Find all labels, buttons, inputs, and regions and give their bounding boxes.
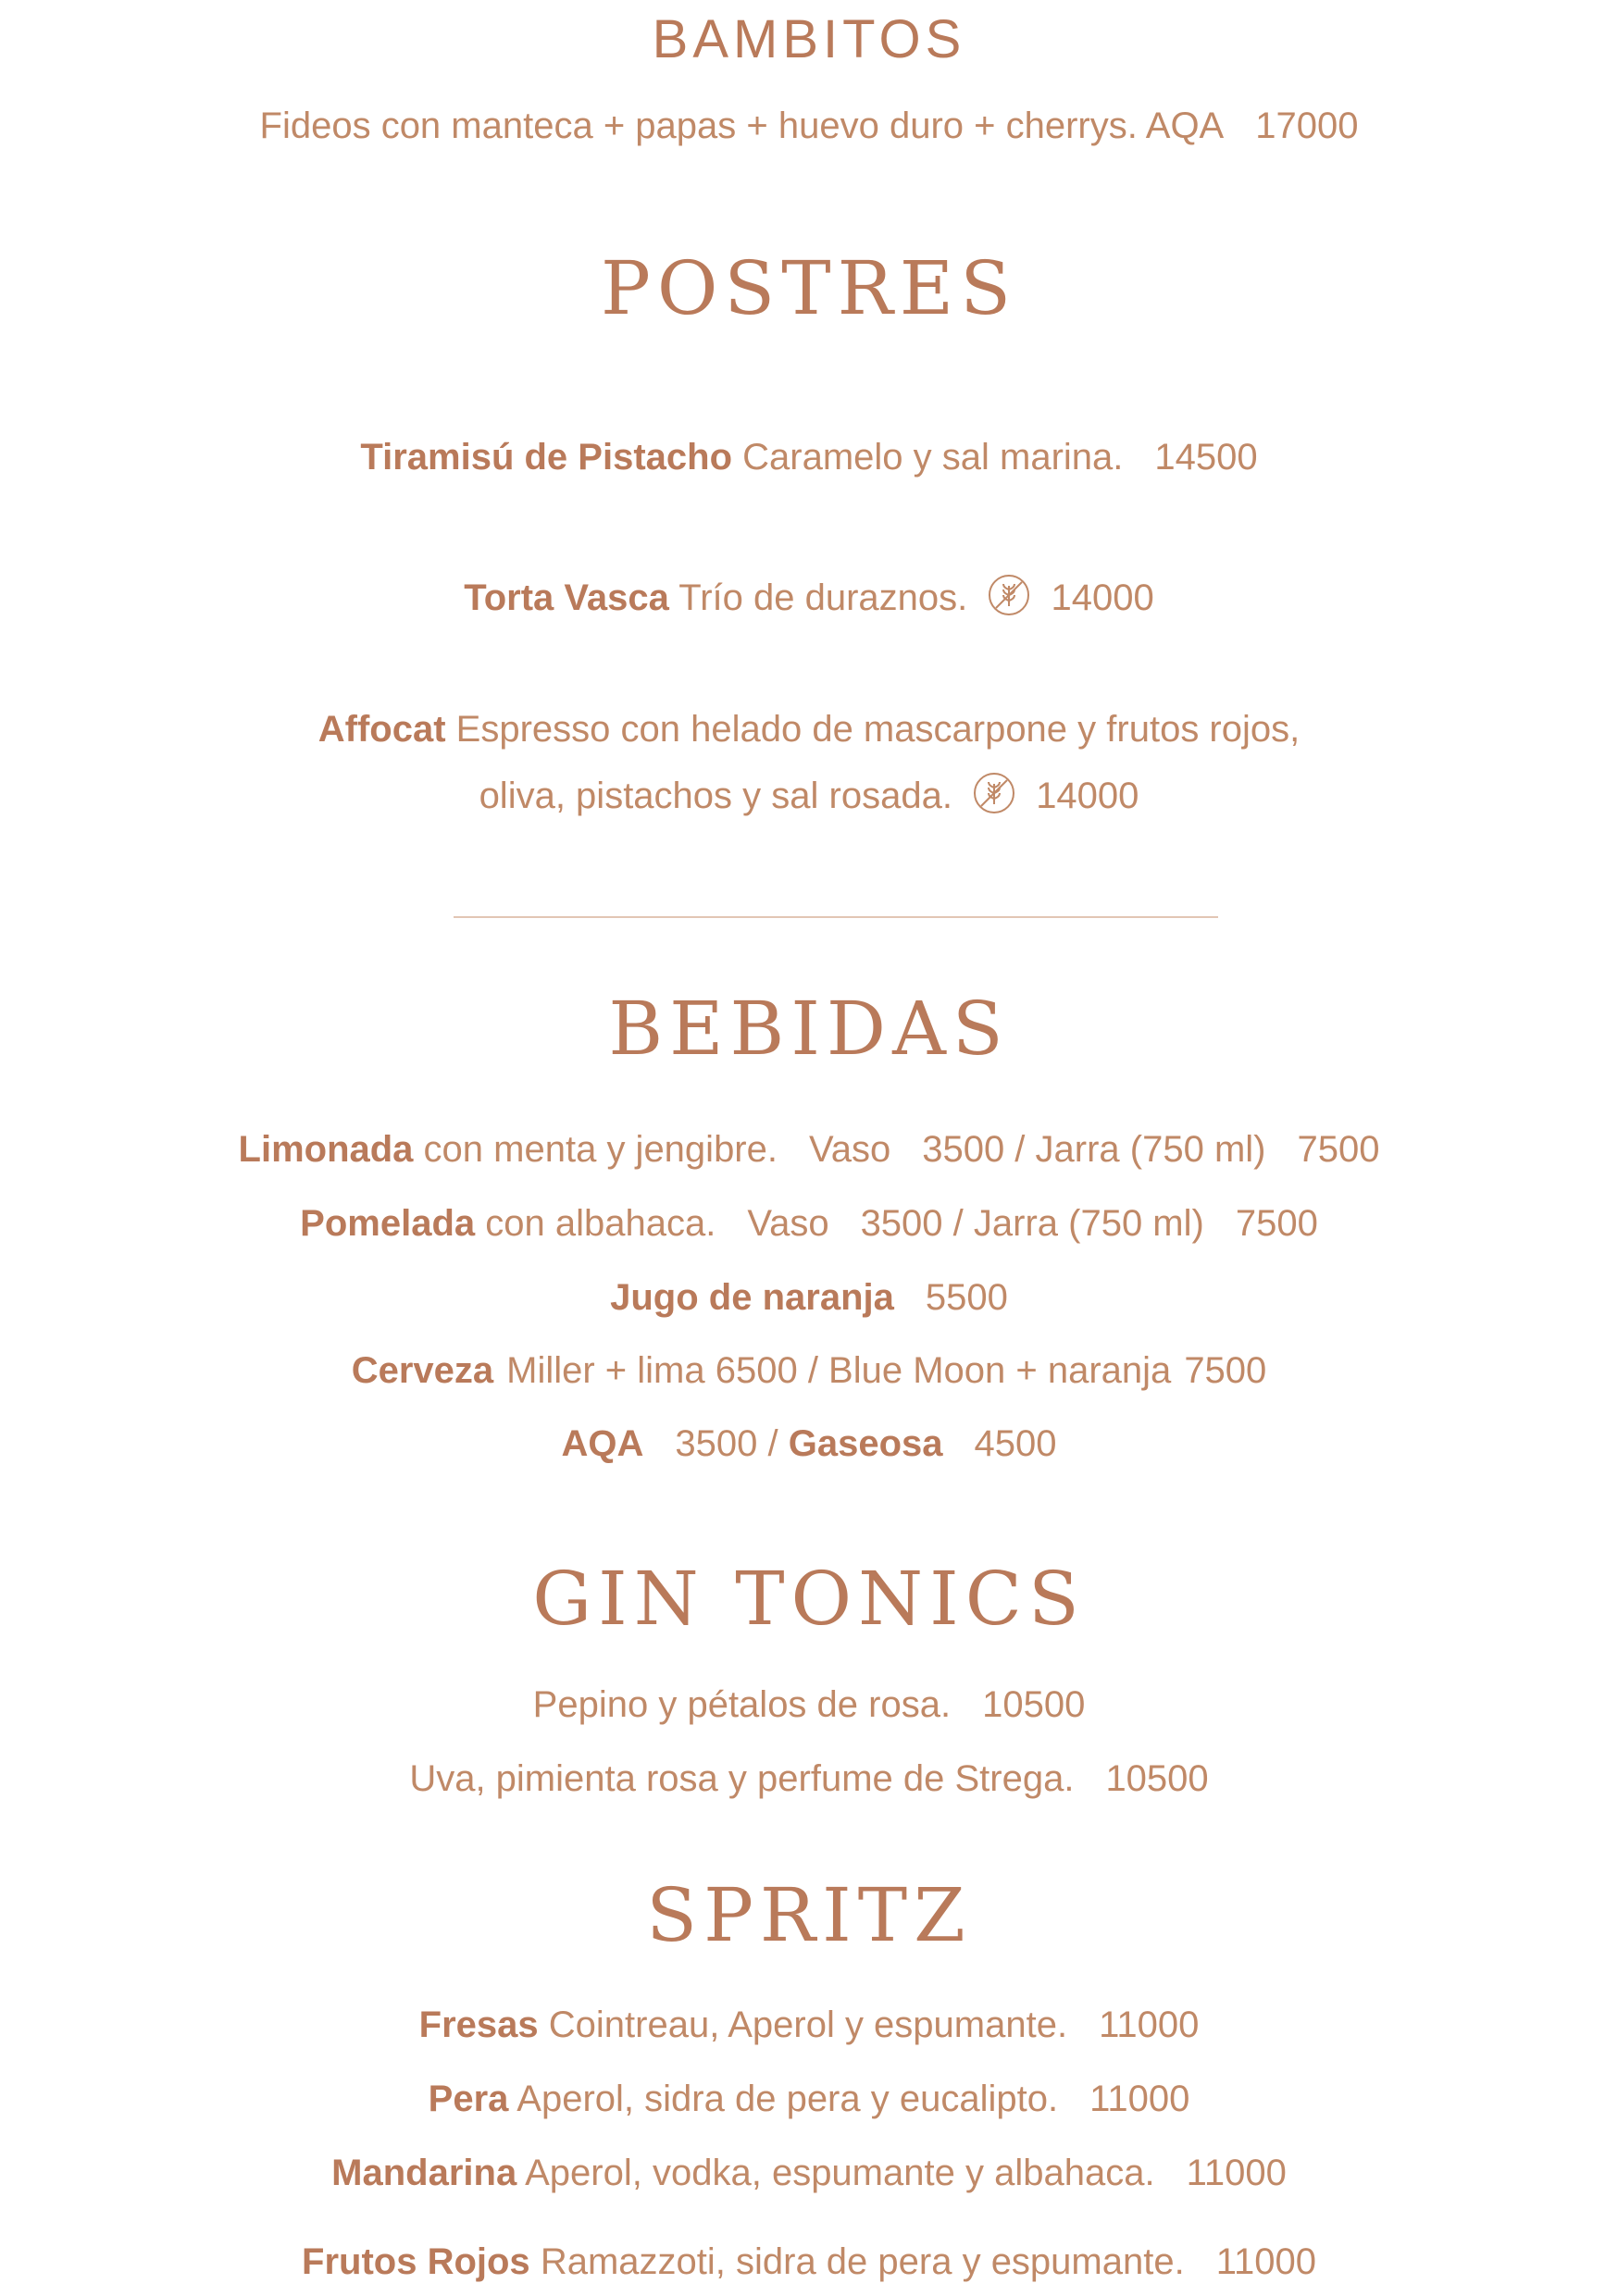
menu-item-affocat xyxy=(0,711,1618,748)
menu-item-frutos-rojos xyxy=(0,2243,1618,2280)
section-title-gin-tonics: GIN TONICS xyxy=(532,1556,1086,1642)
menu-item-jugo xyxy=(0,1279,1618,1316)
item-desc: Ramazzoti, sidra de pera y espumante. xyxy=(540,2241,1185,2282)
item-desc: Aperol, vodka, espumante y albahaca. xyxy=(525,2153,1155,2193)
section-title-bambitos: BAMBITOS xyxy=(652,9,966,69)
item-vaso-price: 3500 / Jarra (750 ml) xyxy=(860,1203,1204,1244)
item-name: Pera xyxy=(428,2079,509,2119)
menu-item-limonada xyxy=(0,1131,1618,1168)
item-desc: Uva, pimienta rosa y perfume de Strega. xyxy=(409,1758,1075,1799)
menu-item-pera xyxy=(0,2080,1618,2117)
item-jarra-price: 7500 xyxy=(1297,1129,1380,1170)
item-name: Limonada xyxy=(238,1129,414,1170)
section-title-spritz: SPRITZ xyxy=(646,1872,972,1958)
bambitos-line xyxy=(0,107,1618,144)
item-price: 10500 xyxy=(982,1684,1086,1725)
item-price: 5500 xyxy=(925,1277,1008,1318)
gluten-free-icon xyxy=(972,771,1016,815)
item-desc: Cointreau, Aperol y espumante. xyxy=(548,2004,1068,2045)
item-jarra-price: 7500 xyxy=(1235,1203,1318,1244)
item-desc: Pepino y pétalos de rosa. xyxy=(532,1684,952,1725)
bambitos-desc: Fideos con manteca + papas + huevo duro + cherrys. AQA xyxy=(259,105,1225,146)
menu-item-fresas xyxy=(0,2006,1618,2043)
item-desc: Aperol, sidra de pera y eucalipto. xyxy=(517,2079,1059,2119)
item-name: Affocat xyxy=(317,709,446,750)
item-price: 11000 xyxy=(1089,2079,1190,2119)
section-divider xyxy=(454,916,1218,918)
section-title-bebidas: BEBIDAS xyxy=(608,986,1010,1072)
menu-item-tiramisu xyxy=(0,439,1618,476)
item-desc: con albahaca. xyxy=(485,1203,716,1244)
item-name: Pomelada xyxy=(300,1203,476,1244)
menu-item-aqa-gaseosa xyxy=(0,1425,1618,1462)
item-name-2: Gaseosa xyxy=(788,1423,943,1464)
item-name: Frutos Rojos xyxy=(302,2241,530,2282)
item-desc: Espresso con helado de mascarpone y frutos rojos, xyxy=(455,709,1301,750)
menu-item-gin-2 xyxy=(0,1760,1618,1797)
item-name: Cerveza xyxy=(351,1350,494,1391)
item-price: 14500 xyxy=(1154,437,1258,478)
menu-item-affocat-line2 xyxy=(0,777,1618,815)
item-price: 11000 xyxy=(1215,2241,1316,2282)
item-desc-2: oliva, pistachos y sal rosada. xyxy=(479,776,952,816)
item-desc: Trío de duraznos. xyxy=(678,577,968,618)
menu-item-cerveza xyxy=(0,1352,1618,1389)
menu-item-pomelada xyxy=(0,1205,1618,1242)
item-name: Torta Vasca xyxy=(464,577,669,618)
item-price: 11000 xyxy=(1099,2004,1200,2045)
item-price: 7500 xyxy=(1184,1350,1267,1391)
item-name: Mandarina xyxy=(331,2153,517,2193)
bambitos-price: 17000 xyxy=(1255,105,1359,146)
item-name: Tiramisú de Pistacho xyxy=(360,437,732,478)
item-price: 14000 xyxy=(1051,577,1154,618)
item-vaso: Vaso xyxy=(809,1129,891,1170)
item-price: 14000 xyxy=(1036,776,1139,816)
item-vaso-price: 3500 / Jarra (750 ml) xyxy=(922,1129,1266,1170)
item-desc: Caramelo y sal marina. xyxy=(742,437,1124,478)
item-price: 11000 xyxy=(1186,2153,1287,2193)
item-name: Jugo de naranja xyxy=(610,1277,894,1318)
item-price: 3500 / xyxy=(675,1423,778,1464)
item-price: 10500 xyxy=(1105,1758,1209,1799)
item-name: Fresas xyxy=(418,2004,539,2045)
item-name: AQA xyxy=(561,1423,644,1464)
item-price-2: 4500 xyxy=(974,1423,1057,1464)
item-desc: Miller + lima 6500 / Blue Moon + naranja xyxy=(506,1350,1172,1391)
gluten-free-icon xyxy=(987,573,1031,617)
item-desc: con menta y jengibre. xyxy=(423,1129,778,1170)
item-vaso: Vaso xyxy=(747,1203,829,1244)
menu-item-mandarina xyxy=(0,2154,1618,2191)
menu-item-torta-vasca xyxy=(0,579,1618,617)
section-title-postres: POSTRES xyxy=(600,245,1017,331)
menu-item-gin-1 xyxy=(0,1686,1618,1723)
